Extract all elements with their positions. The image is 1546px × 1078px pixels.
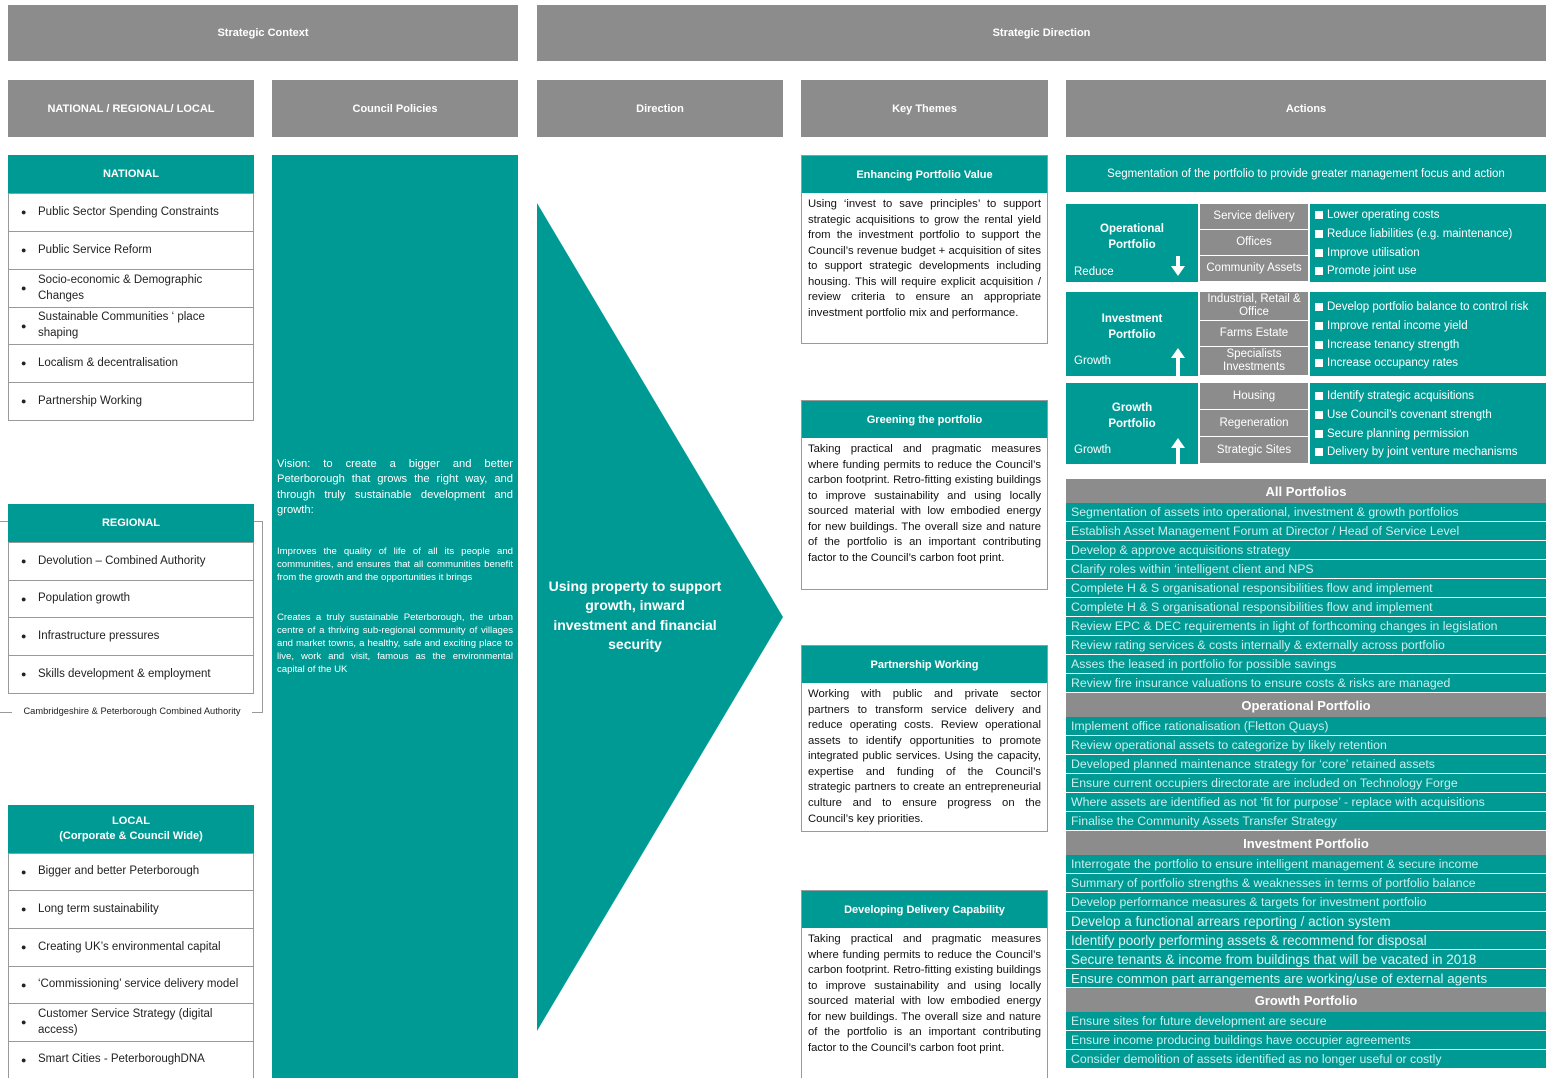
regional-title: REGIONAL bbox=[8, 504, 254, 542]
list-item: ● Infrastructure pressures bbox=[9, 617, 253, 655]
list-item: Review rating services & costs internally & externally across portfolio bbox=[1066, 636, 1546, 655]
list-item: Develop & approve acquisitions strategy bbox=[1066, 541, 1546, 560]
theme-body: Taking practical and pragmatic measures where funding permits to reduce the Council’s carbon footprint. Retro-fitting existing buildings to improve sustainability and using locally sourced material with low embodied energy for new buildings. The overall size and nature of the portfolio is an important contributing factor to the Council’s carbon foot print. bbox=[808, 933, 1041, 1055]
action-item: Secure planning permission bbox=[1310, 424, 1546, 443]
theme-partnership-working bbox=[801, 645, 1048, 832]
action-item: Lower operating costs bbox=[1310, 206, 1546, 225]
vision-panel bbox=[272, 155, 518, 1078]
key-themes-header: Key Themes bbox=[801, 80, 1048, 137]
action-item: Increase tenancy strength bbox=[1310, 335, 1546, 354]
national-regional-local-header: NATIONAL / REGIONAL/ LOCAL bbox=[8, 80, 254, 137]
square-bullet-icon bbox=[1315, 230, 1323, 238]
action-item: Delivery by joint venture mechanisms bbox=[1310, 443, 1546, 462]
square-bullet-icon bbox=[1315, 211, 1323, 219]
list-item: ● Localism & decentralisation bbox=[9, 344, 253, 382]
growth-portfolio-block bbox=[1066, 383, 1198, 464]
growth-segments bbox=[1200, 383, 1308, 464]
list-item: ● Creating UK’s environmental capital bbox=[9, 928, 253, 966]
direction-header: Direction bbox=[537, 80, 783, 137]
theme-body: Using ‘invest to save principles’ to support strategic acquisitions to grow the rental yield from the investment portfolio to support the Council’s revenue budget + acquisition of sites to support strategic developments including housing. This will require explicit acquisition / review criteria to ensure an appropriate investment portfolio mix and performance. bbox=[808, 198, 1041, 320]
list-item: Developed planned maintenance strategy for ‘core’ retained assets bbox=[1066, 755, 1546, 774]
operational-segments bbox=[1200, 204, 1308, 282]
list-item: Establish Asset Management Forum at Director / Head of Service Level bbox=[1066, 522, 1546, 541]
square-bullet-icon bbox=[1315, 267, 1323, 275]
arrow-up-icon bbox=[1171, 348, 1185, 379]
list-item: Interrogate the portfolio to ensure intelligent management & secure income bbox=[1066, 855, 1546, 874]
segment-cell: Regeneration bbox=[1200, 410, 1308, 437]
list-item: Ensure sites for future development are secure bbox=[1066, 1012, 1546, 1031]
portfolio-tag: Growth bbox=[1074, 355, 1112, 367]
action-item: Increase occupancy rates bbox=[1310, 354, 1546, 373]
national-list bbox=[8, 193, 254, 421]
portfolio-tag: Growth bbox=[1074, 444, 1112, 456]
theme-title: Partnership Working bbox=[802, 646, 1047, 683]
list-item: Segmentation of assets into operational, investment & growth portfolios bbox=[1066, 503, 1546, 522]
investment-portfolio-title: Investment Portfolio bbox=[1066, 831, 1546, 855]
list-item: Complete H & S organisational responsibilities flow and implement bbox=[1066, 598, 1546, 617]
vision-sustainable-peterborough: Creates a truly sustainable Peterborough, the urban centre of a thriving sub-regional community of villages and market towns, a healthy, safe and exciting place to live, work and visit, famous as the environmental capital of the UK bbox=[277, 611, 513, 676]
theme-greening-the-portfolio bbox=[801, 400, 1048, 590]
list-item: ● Long term sustainability bbox=[9, 890, 253, 928]
list-item: Review operational assets to categorize by likely retention bbox=[1066, 736, 1546, 755]
council-policies-header: Council Policies bbox=[272, 80, 518, 137]
square-bullet-icon bbox=[1315, 448, 1323, 456]
list-item: ● ‘Commissioning’ service delivery model bbox=[9, 966, 253, 1003]
square-bullet-icon bbox=[1315, 341, 1323, 349]
strategic-context-header: Strategic Context bbox=[8, 5, 518, 61]
portfolio-name: Investment Portfolio bbox=[1101, 313, 1163, 342]
action-item: Improve utilisation bbox=[1310, 243, 1546, 262]
growth-actions bbox=[1310, 383, 1546, 464]
local-list bbox=[8, 853, 254, 1078]
list-item: Summary of portfolio strengths & weaknesses in terms of portfolio balance bbox=[1066, 874, 1546, 893]
regional-panel bbox=[8, 504, 254, 694]
list-item: ● Bigger and better Peterborough bbox=[9, 853, 253, 890]
list-item: ● Customer Service Strategy (digital access) bbox=[9, 1003, 253, 1041]
list-item: ● Socio-economic & Demographic Changes bbox=[9, 269, 253, 307]
list-item: Review fire insurance valuations to ensure costs & risks are managed bbox=[1066, 674, 1546, 693]
national-panel bbox=[8, 155, 254, 421]
operational-actions bbox=[1310, 204, 1546, 282]
list-item: Develop performance measures & targets for investment portfolio bbox=[1066, 893, 1546, 912]
list-item: Develop a functional arrears reporting / action system bbox=[1066, 912, 1546, 931]
square-bullet-icon bbox=[1315, 303, 1323, 311]
operational-portfolio-title: Operational Portfolio bbox=[1066, 693, 1546, 717]
investment-actions bbox=[1310, 292, 1546, 376]
list-item: Clarify roles within ‘intelligent client and NPS bbox=[1066, 560, 1546, 579]
action-item: Improve rental income yield bbox=[1310, 317, 1546, 336]
list-item: ● Public Service Reform bbox=[9, 231, 253, 269]
action-item: Promote joint use bbox=[1310, 262, 1546, 281]
list-item: Finalise the Community Assets Transfer Strategy bbox=[1066, 812, 1546, 831]
action-item: Develop portfolio balance to control risk bbox=[1310, 298, 1546, 317]
all-portfolios-section bbox=[1066, 479, 1546, 1069]
arrow-up-icon bbox=[1171, 438, 1185, 467]
segment-cell: Industrial, Retail & Office bbox=[1200, 292, 1308, 321]
list-item: ● Smart Cities - PeterboroughDNA bbox=[9, 1041, 253, 1078]
operational-portfolio-block bbox=[1066, 204, 1198, 282]
theme-title: Developing Delivery Capability bbox=[802, 891, 1047, 928]
strategic-direction-header: Strategic Direction bbox=[537, 5, 1546, 61]
list-item: ● Skills development & employment bbox=[9, 655, 253, 693]
theme-body: Working with public and private sector partners to transform service delivery and reduce operating costs. Review operational assets to identify opportunities to promote integrated public services. Using the capacity, expertise and funding of the Council’s strategic partners to create an entrepreneurial culture and to ensure progress on the Council’s key priorities. bbox=[808, 688, 1041, 825]
portfolio-name: Growth Portfolio bbox=[1108, 402, 1156, 431]
vision-quality-of-life: Improves the quality of life of all its people and communities, and ensures that all communities benefit from the growth and the opportunities it brings bbox=[277, 545, 513, 584]
square-bullet-icon bbox=[1315, 430, 1323, 438]
theme-title: Greening the portfolio bbox=[802, 401, 1047, 438]
list-item: Complete H & S organisational responsibilities flow and implement bbox=[1066, 579, 1546, 598]
action-item: Use Council’s covenant strength bbox=[1310, 406, 1546, 425]
list-item: Implement office rationalisation (Fletton Quays) bbox=[1066, 717, 1546, 736]
action-item: Reduce liabilities (e.g. maintenance) bbox=[1310, 225, 1546, 244]
list-item: Ensure current occupiers directorate are included on Technology Forge bbox=[1066, 774, 1546, 793]
list-item: Asses the leased in portfolio for possible savings bbox=[1066, 655, 1546, 674]
square-bullet-icon bbox=[1315, 359, 1323, 367]
list-item: ● Public Sector Spending Constraints bbox=[9, 193, 253, 231]
portfolio-tag: Reduce bbox=[1074, 266, 1114, 278]
segment-cell: Specialists Investments bbox=[1200, 347, 1308, 376]
segment-cell: Housing bbox=[1200, 383, 1308, 410]
list-item: ● Devolution – Combined Authority bbox=[9, 542, 253, 580]
square-bullet-icon bbox=[1315, 392, 1323, 400]
list-item: ● Sustainable Communities ‘ place shaping bbox=[9, 307, 253, 344]
regional-list bbox=[8, 542, 254, 694]
list-item: Where assets are identified as not ‘fit for purpose’ - replace with acquisitions bbox=[1066, 793, 1546, 812]
square-bullet-icon bbox=[1315, 249, 1323, 257]
square-bullet-icon bbox=[1315, 411, 1323, 419]
investment-segments bbox=[1200, 292, 1308, 376]
theme-enhancing-portfolio-value bbox=[801, 155, 1048, 344]
segment-cell: Strategic Sites bbox=[1200, 437, 1308, 464]
growth-portfolio-title: Growth Portfolio bbox=[1066, 988, 1546, 1012]
list-item: Consider demolition of assets identified as no longer useful or costly bbox=[1066, 1050, 1546, 1069]
segment-cell: Offices bbox=[1200, 230, 1308, 256]
arrow-down-icon bbox=[1171, 256, 1185, 279]
local-title: LOCAL (Corporate & Council Wide) bbox=[8, 805, 254, 853]
vision-statement: Vision: to create a bigger and better Peterborough that grows the right way, and through truly sustainable development and growth: bbox=[277, 458, 513, 517]
segment-cell: Service delivery bbox=[1200, 204, 1308, 230]
investment-portfolio-block bbox=[1066, 292, 1198, 376]
segment-cell: Community Assets bbox=[1200, 256, 1308, 282]
national-title: NATIONAL bbox=[8, 155, 254, 193]
theme-developing-delivery-capability bbox=[801, 890, 1048, 1078]
theme-body: Taking practical and pragmatic measures where funding permits to reduce the Council’s carbon footprint. Retro-fitting existing buildings to improve sustainability and using locally sourced material with low embodied energy for new buildings. The overall size and nature of the portfolio is an important contributing factor to the Council’s carbon foot print. bbox=[808, 443, 1041, 565]
list-item: Identify poorly performing assets & recommend for disposal bbox=[1066, 931, 1546, 950]
segmentation-banner: Segmentation of the portfolio to provide greater management focus and action bbox=[1066, 155, 1546, 192]
theme-title: Enhancing Portfolio Value bbox=[802, 156, 1047, 193]
list-item: Review EPC & DEC requirements in light of forthcoming changes in legislation bbox=[1066, 617, 1546, 636]
list-item: ● Population growth bbox=[9, 580, 253, 617]
list-item: Secure tenants & income from buildings that will be vacated in 2018 bbox=[1066, 950, 1546, 969]
square-bullet-icon bbox=[1315, 322, 1323, 330]
list-item: ● Partnership Working bbox=[9, 382, 253, 420]
segment-cell: Farms Estate bbox=[1200, 321, 1308, 347]
action-item: Identify strategic acquisitions bbox=[1310, 387, 1546, 406]
combined-authority-caption: Cambridgeshire & Peterborough Combined Authority bbox=[12, 706, 252, 716]
portfolio-name: Operational Portfolio bbox=[1100, 223, 1164, 252]
actions-header: Actions bbox=[1066, 80, 1546, 137]
direction-text: Using property to support growth, inward investment and financial security bbox=[548, 578, 722, 652]
local-panel bbox=[8, 805, 254, 1078]
all-portfolios-title: All Portfolios bbox=[1066, 479, 1546, 503]
list-item: Ensure common part arrangements are working/use of external agents bbox=[1066, 969, 1546, 988]
list-item: Ensure income producing buildings have occupier agreements bbox=[1066, 1031, 1546, 1050]
